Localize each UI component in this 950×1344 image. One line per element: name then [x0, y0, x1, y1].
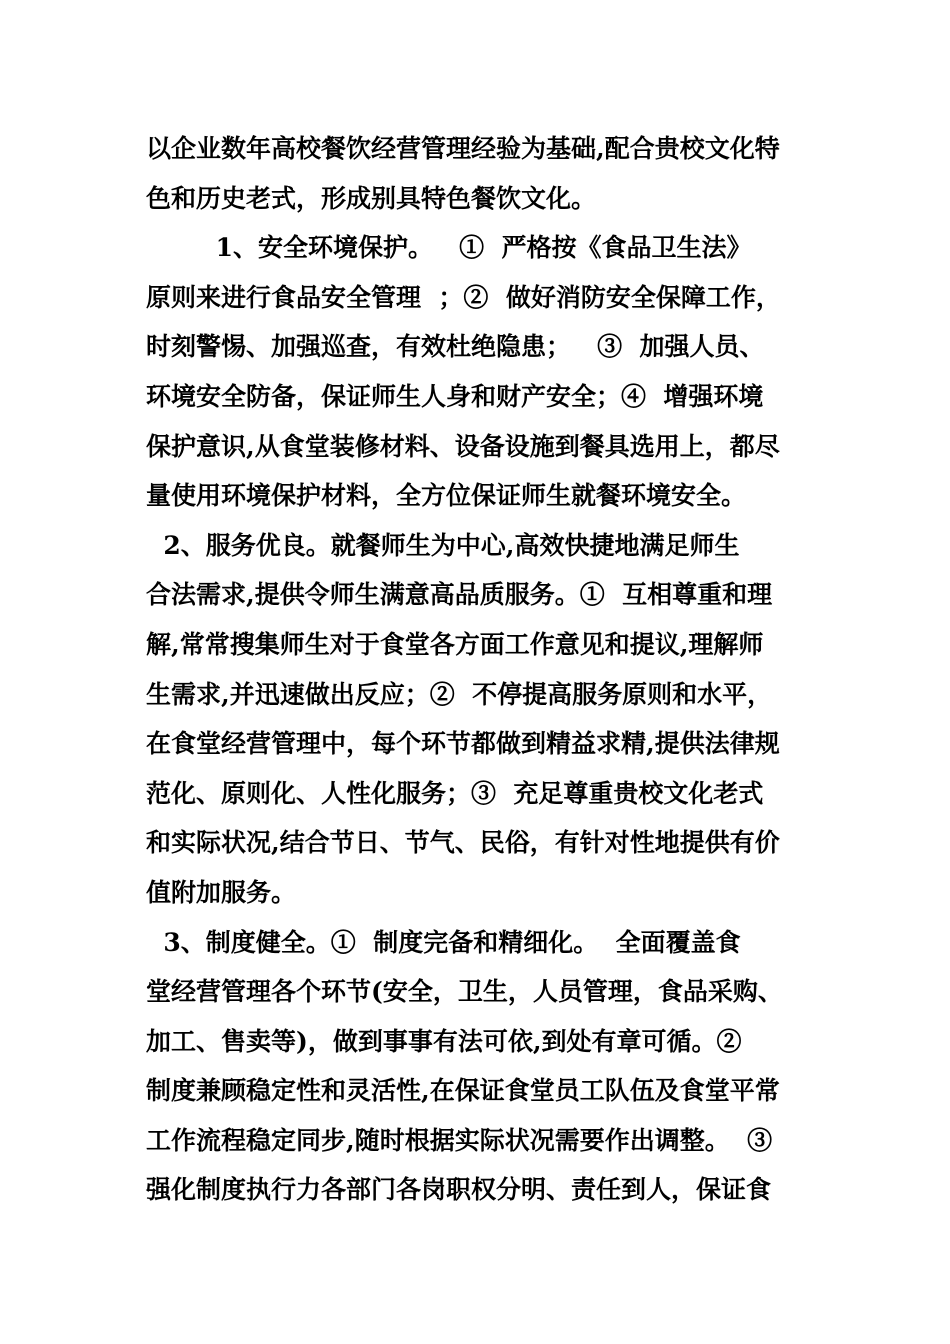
text-line: 强化制度执行力各部门各岗职权分明、责任到人，保证食 [146, 1175, 772, 1205]
text-line: 堂经营管理各个环节(安全，卫生，人员管理，食品采购、 [146, 977, 783, 1007]
text-line: 和实际状况,结合节日、节气、民俗，有针对性地提供有价 [146, 828, 780, 858]
text-line: 生需求,并迅速做出反应；② 不停提高服务原则和水平， [146, 679, 773, 709]
text-line: 值附加服务。 [146, 877, 297, 907]
text-line: 范化、原则化、人性化服务；③ 充足尊重贵校文化老式 [146, 778, 764, 808]
body-text [146, 124, 811, 1215]
text-line: 工作流程稳定同步,随时根据实际状况需要作出调整。 ③ [146, 1125, 773, 1155]
text-line: 环境安全防备，保证师生人身和财产安全；④ 增强环境 [146, 381, 764, 411]
text-line: 合法需求,提供令师生满意高品质服务。① 互相尊重和理 [146, 580, 773, 610]
text-line: 在食堂经营管理中，每个环节都做到精益求精,提供法律规 [146, 729, 780, 759]
text-line: 2、服务优良。就餐师生为中心,高效快捷地满足师生 [146, 530, 740, 560]
text-line: 时刻警惕、加强巡查，有效杜绝隐患； ③ 加强人员、 [146, 332, 765, 362]
text-line: 解,常常搜集师生对于食堂各方面工作意见和提议,理解师 [146, 629, 764, 659]
text-line: 色和历史老式，形成别具特色餐饮文化。 [146, 183, 597, 213]
text-line: 3、制度健全。① 制度完备和精细化。 全面覆盖食 [146, 927, 741, 957]
text-line: 加工、售卖等)，做到事事有法可依,到处有章可循。② [146, 1026, 742, 1056]
text-line: 原则来进行食品安全管理 ；② 做好消防安全保障工作， [146, 282, 781, 312]
text-line: 量使用环境保护材料，全方位保证师生就餐环境安全。 [146, 481, 747, 511]
text-line: 以企业数年高校餐饮经营管理经验为基础,配合贵校文化特 [146, 134, 780, 163]
text-line: 制度兼顾稳定性和灵活性,在保证食堂员工队伍及食堂平常 [146, 1076, 780, 1106]
text-line: 保护意识,从食堂装修材料、设备设施到餐具选用上，都尽 [146, 431, 780, 461]
text-line: 1、安全环境保护。 ① 严格按《食品卫生法》 [146, 233, 752, 263]
